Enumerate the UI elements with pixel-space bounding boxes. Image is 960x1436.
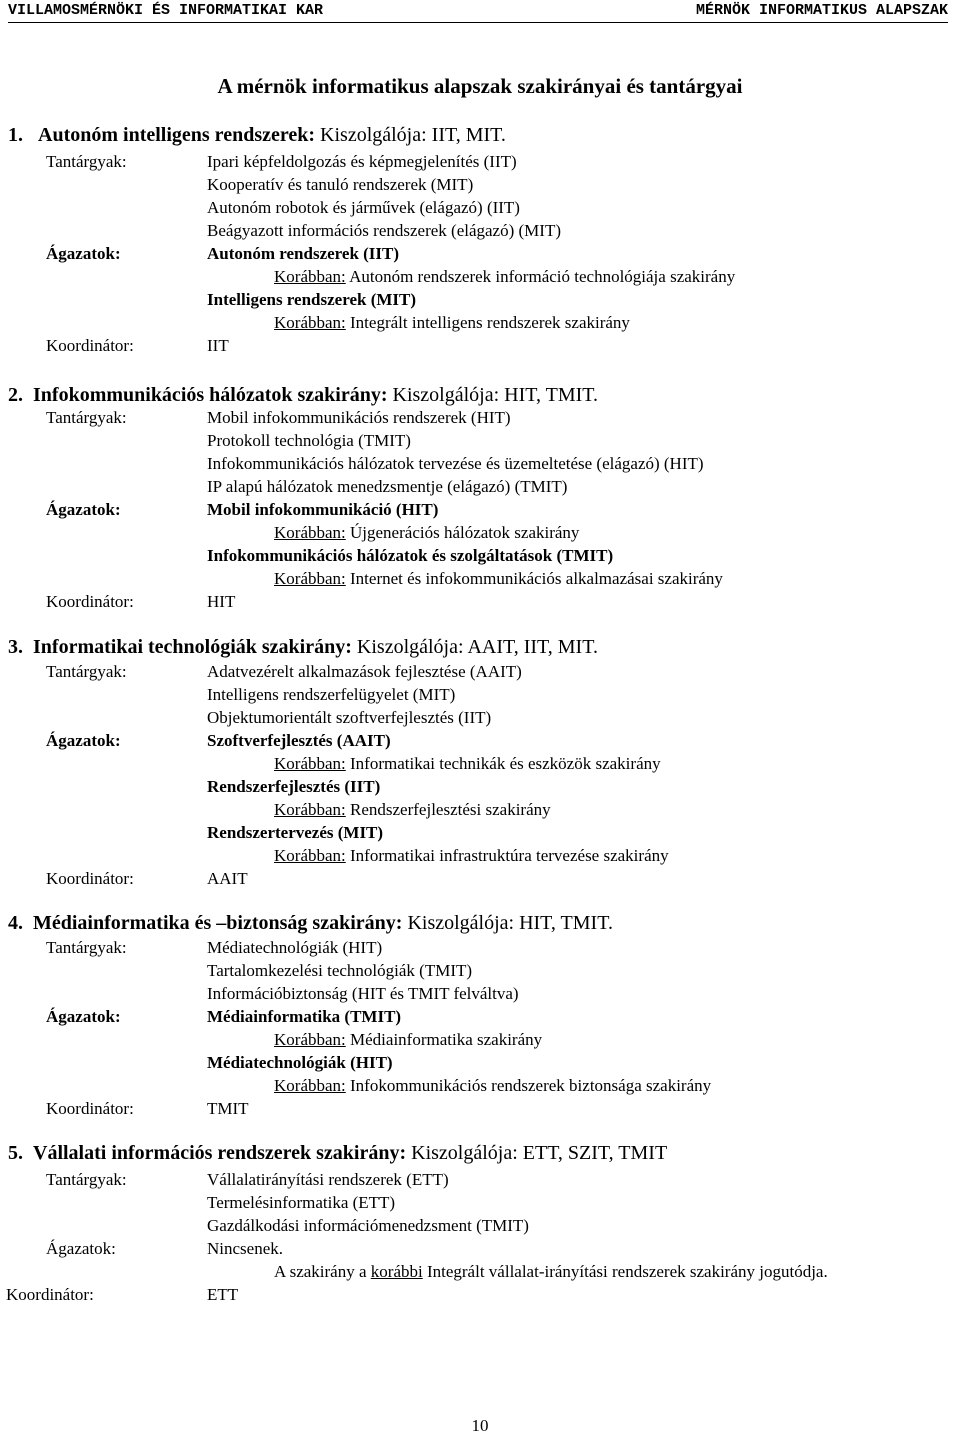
subject-item: Információbiztonság (HIT és TMIT felváltva) — [207, 984, 519, 1003]
section-2-branches-label: Ágazatok: — [46, 500, 121, 519]
section-1-coordinator-label: Koordinátor: — [46, 336, 134, 355]
branch-previous: Korábban: Integrált intelligens rendszerek szakirány — [274, 313, 630, 332]
section-5-note: A szakirány a korábbi Integrált vállalat-irányítási rendszerek szakirány jogutódja. — [274, 1262, 828, 1281]
section-2-coordinator-label: Koordinátor: — [46, 592, 134, 611]
coordinator-value: AAIT — [207, 869, 248, 888]
header-program: MÉRNÖK INFORMATIKUS ALAPSZAK — [695, 2, 948, 19]
subject-item: Beágyazott információs rendszerek (elágazó) (MIT) — [207, 221, 561, 240]
branch-name: Szoftverfejlesztés (AAIT) — [207, 731, 391, 750]
page-header — [8, 0, 948, 23]
branch-name: Rendszertervezés (MIT) — [207, 823, 384, 842]
section-4-branches-label: Ágazatok: — [46, 1007, 121, 1026]
branch-name: Médiainformatika (TMIT) — [207, 1007, 402, 1026]
subject-item: Objektumorientált szoftverfejlesztés (IIT) — [207, 708, 492, 727]
section-3-heading: 3. Informatikai technológiák szakirány: Kiszolgálója: AAIT, IIT, MIT. — [8, 636, 598, 658]
header-faculty: VILLAMOSMÉRNÖKI ÉS INFORMATIKAI KAR — [8, 2, 324, 19]
coordinator-value: IIT — [207, 336, 229, 355]
branch-previous: Korábban: Rendszerfejlesztési szakirány — [274, 800, 551, 819]
subject-item: Tartalomkezelési technológiák (TMIT) — [207, 961, 473, 980]
branches-none: Nincsenek. — [207, 1239, 284, 1258]
subject-item: Infokommunikációs hálózatok tervezése és üzemeltetése (elágazó) (HIT) — [207, 454, 704, 473]
section-3-subjects-label: Tantárgyak: — [46, 662, 127, 681]
branch-name: Infokommunikációs hálózatok és szolgáltatások (TMIT) — [207, 546, 614, 565]
section-3-coordinator-label: Koordinátor: — [46, 869, 134, 888]
subject-item: IP alapú hálózatok menedzsmentje (elágazó) (TMIT) — [207, 477, 568, 496]
branch-previous: Korábban: Újgenerációs hálózatok szakirány — [274, 523, 580, 542]
subject-item: Mobil infokommunikációs rendszerek (HIT) — [207, 408, 511, 427]
subject-item: Kooperatív és tanuló rendszerek (MIT) — [207, 175, 474, 194]
section-1-heading: 1. Autonóm intelligens rendszerek: Kiszolgálója: IIT, MIT. — [8, 124, 506, 146]
section-4-subjects-label: Tantárgyak: — [46, 938, 127, 957]
section-3-branches-label: Ágazatok: — [46, 731, 121, 750]
page-title: A mérnök informatikus alapszak szakirányai és tantárgyai — [217, 74, 743, 98]
subject-item: Gazdálkodási információmenedzsment (TMIT) — [207, 1216, 529, 1235]
page-number: 10 — [471, 1416, 489, 1435]
branch-name: Intelligens rendszerek (MIT) — [207, 290, 417, 309]
subject-item: Termelésinformatika (ETT) — [207, 1193, 396, 1212]
section-4-heading: 4. Médiainformatika és –biztonság szakirány: Kiszolgálója: HIT, TMIT. — [8, 912, 613, 934]
coordinator-value: HIT — [207, 592, 236, 611]
branch-name: Mobil infokommunikáció (HIT) — [207, 500, 439, 519]
section-1-branches-label: Ágazatok: — [46, 244, 121, 263]
branch-name: Autonóm rendszerek (IIT) — [207, 244, 400, 263]
branch-previous: Korábban: Informatikai infrastruktúra tervezése szakirány — [274, 846, 669, 865]
subject-item: Protokoll technológia (TMIT) — [207, 431, 411, 450]
branch-previous: Korábban: Informatikai technikák és eszközök szakirány — [274, 754, 661, 773]
branch-name: Médiatechnológiák (HIT) — [207, 1053, 393, 1072]
branch-name: Rendszerfejlesztés (IIT) — [207, 777, 381, 796]
subject-item: Intelligens rendszerfelügyelet (MIT) — [207, 685, 456, 704]
branch-previous: Korábban: Infokommunikációs rendszerek biztonsága szakirány — [274, 1076, 712, 1095]
section-5-subjects-label: Tantárgyak: — [46, 1170, 127, 1189]
section-5-coordinator-label: Koordinátor: — [6, 1285, 94, 1304]
branch-previous: Korábban: Internet és infokommunikációs alkalmazásai szakirány — [274, 569, 723, 588]
subject-item: Autonóm robotok és járművek (elágazó) (IIT) — [207, 198, 520, 217]
section-2-heading: 2. Infokommunikációs hálózatok szakirány: Kiszolgálója: HIT, TMIT. — [8, 384, 599, 406]
section-5-heading: 5. Vállalati információs rendszerek szakirány: Kiszolgálója: ETT, SZIT, TMIT — [8, 1142, 668, 1164]
subject-item: Ipari képfeldolgozás és képmegjelenítés (IIT) — [207, 152, 517, 171]
section-5-branches-label: Ágazatok: — [46, 1239, 116, 1258]
coordinator-value: ETT — [207, 1285, 239, 1304]
branch-previous: Korábban: Médiainformatika szakirány — [274, 1030, 543, 1049]
section-2-subjects-label: Tantárgyak: — [46, 408, 127, 427]
branch-previous: Korábban: Autonóm rendszerek információ technológiája szakirány — [274, 267, 736, 286]
section-4-coordinator-label: Koordinátor: — [46, 1099, 134, 1118]
subject-item: Adatvezérelt alkalmazások fejlesztése (AAIT) — [207, 662, 522, 681]
subject-item: Médiatechnológiák (HIT) — [207, 938, 383, 957]
subject-item: Vállalatirányítási rendszerek (ETT) — [207, 1170, 449, 1189]
coordinator-value: TMIT — [207, 1099, 249, 1118]
section-1-subjects-label: Tantárgyak: — [46, 152, 127, 171]
